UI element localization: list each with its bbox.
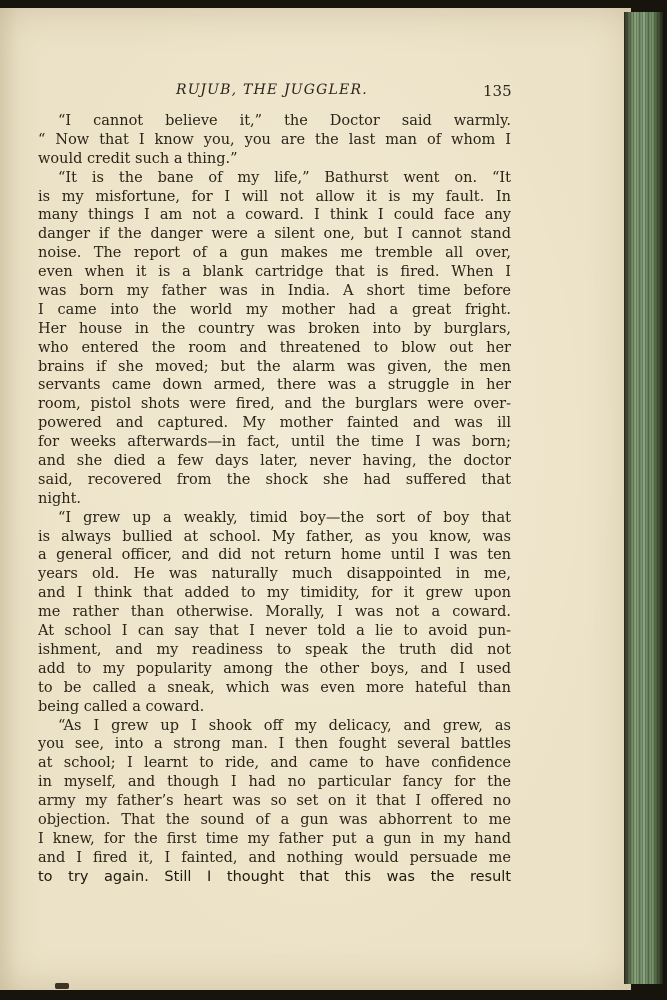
text-line: you see, into a strong man. I then fought several battles xyxy=(38,736,511,753)
text-line: years old. He was naturally much disappointed in me, xyxy=(38,566,511,583)
text-line: servants came down armed, there was a struggle in her xyxy=(38,377,511,394)
text-line: I knew, for the first time my father put a gun in my hand xyxy=(38,830,511,847)
text-line: is my misfortune, for I will not allow it is my fault. In xyxy=(38,188,511,205)
text-line: and I fired it, I fainted, and nothing would persuade me xyxy=(38,849,511,866)
text-line: At school I can say that I never told a lie to avoid pun- xyxy=(38,623,511,640)
running-head-title: RUJUB, THE JUGGLER. xyxy=(176,82,368,98)
text-line: a general officer, and did not return home until I was ten xyxy=(38,547,511,564)
text-line: add to my popularity among the other boys, and I used xyxy=(38,660,511,677)
text-line: to be called a sneak, which was even more hateful than xyxy=(38,679,511,696)
text-line: for weeks afterwards—in fact, until the time I was born; xyxy=(38,434,511,451)
text-line: is always bullied at school. My father, as you know, was xyxy=(38,528,511,545)
text-line: noise. The report of a gun makes me tremble all over, xyxy=(38,245,511,262)
running-head xyxy=(0,82,631,102)
text-line: army my father’s heart was so set on it that I offered no xyxy=(38,793,511,810)
page-corner-mark xyxy=(55,983,69,989)
text-line: danger if the danger were a silent one, but I cannot stand xyxy=(38,226,511,243)
text-line: who entered the room and threatened to blow out her xyxy=(38,339,511,356)
text-line: “I grew up a weakly, timid boy—the sort of boy that xyxy=(58,509,511,526)
book-edge-stripes xyxy=(624,12,663,984)
text-line: night. xyxy=(38,490,82,507)
text-line: objection. That the sound of a gun was abhorrent to me xyxy=(38,811,511,828)
text-line: room, pistol shots were fired, and the burglars were over- xyxy=(38,396,511,413)
text-line: many things I am not a coward. I think I could face any xyxy=(38,207,511,224)
text-line: me rather than otherwise. Morally, I was not a coward. xyxy=(38,604,511,621)
book-edge xyxy=(624,12,663,984)
text-line: was born my father was in India. A short time before xyxy=(38,283,511,300)
page-number: 135 xyxy=(483,82,512,100)
text-line: Her house in the country was broken into by burglars, xyxy=(38,320,511,337)
text-line: powered and captured. My mother fainted and was ill xyxy=(38,415,511,432)
text-line: and I think that added to my timidity, for it grew upon xyxy=(38,585,511,602)
text-line: to try again. Still I thought that this was the result xyxy=(38,868,511,885)
text-line: ishment, and my readiness to speak the truth did not xyxy=(38,641,511,658)
text-line: “I cannot believe it,” the Doctor said warmly. xyxy=(58,113,511,129)
text-line: I came into the world my mother had a great fright. xyxy=(38,301,511,318)
text-line: in myself, and though I had no particular fancy for the xyxy=(38,774,511,791)
text-line: being called a coward. xyxy=(38,698,205,715)
text-line: “As I grew up I shook off my delicacy, and grew, as xyxy=(58,717,511,734)
text-line: at school; I learnt to ride, and came to have confidence xyxy=(38,755,511,772)
text-line: brains if she moved; but the alarm was given, the men xyxy=(38,358,511,375)
text-line: “It is the bane of my life,” Bathurst went on. “It xyxy=(58,169,511,186)
text-line: “ Now that I know you, you are the last man of whom I xyxy=(38,131,511,148)
text-line: said, recovered from the shock she had suffered that xyxy=(38,471,511,488)
text-line: would credit such a thing.” xyxy=(38,150,238,167)
text-line: even when it is a blank cartridge that is fired. When I xyxy=(38,264,511,281)
body-text xyxy=(38,112,511,887)
book-page xyxy=(0,8,631,990)
text-line: and she died a few days later, never having, the doctor xyxy=(38,453,511,470)
